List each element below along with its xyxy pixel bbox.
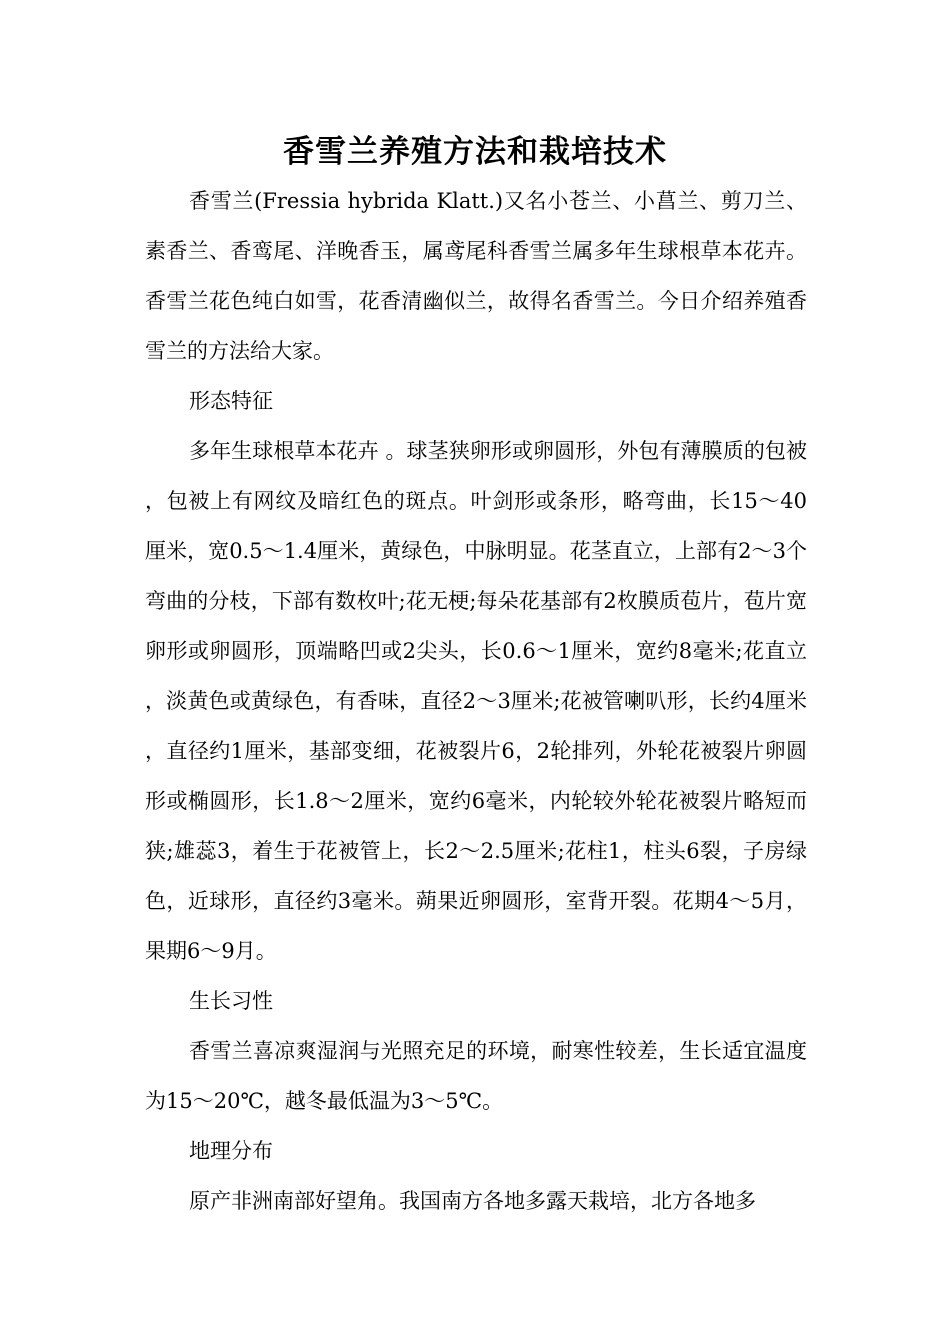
distribution-paragraph: 原产非洲南部好望角。我国南方各地多露天栽培，北方各地多 [189, 1189, 756, 1213]
section-heading-morphology: 形态特征 [189, 389, 273, 413]
section-heading-habit: 生长习性 [189, 989, 273, 1013]
intro-paragraph: 香雪兰(Fressia hybrida Klatt.)又名小苍兰、小菖兰、剪刀兰、素香兰、香鸾尾、洋晚香玉，属鸢尾科香雪兰属多年生球根草本花卉。香雪兰花色纯白如雪，花香清幽似兰，故得名香雪兰。今日介绍养殖香雪兰的方法给大家。 [145, 189, 807, 363]
document-title: 香雪兰养殖方法和栽培技术 [283, 134, 667, 170]
section-heading-distribution: 地理分布 [189, 1139, 273, 1163]
habit-paragraph: 香雪兰喜凉爽湿润与光照充足的环境，耐寒性较差，生长适宜温度为15～20℃，越冬最低温为3～5℃。 [145, 1039, 807, 1113]
document-body [145, 176, 807, 1226]
morphology-paragraph: 多年生球根草本花卉 。球茎狭卵形或卵圆形，外包有薄膜质的包被，包被上有网纹及暗红色的斑点。叶剑形或条形，略弯曲，长15～40厘米，宽0.5～1.4厘米，黄绿色，中脉明显。花茎直立，上部有2～3个弯曲的分枝，下部有数枚叶;花无梗;每朵花基部有2枚膜质苞片，苞片宽卵形或卵圆形，顶端略凹或2尖头，长0.6～1厘米，宽约8毫米;花直立，淡黄色或黄绿色，有香味，直径2～3厘米;花被管喇叭形，长约4厘米，直径约1厘米，基部变细，花被裂片6，2轮排列，外轮花被裂片卵圆形或椭圆形，长1.8～2厘米，宽约6毫米，内轮较外轮花被裂片略短而狭;雄蕊3，着生于花被管上，长2～2.5厘米;花柱1，柱头6裂，子房绿色，近球形，直径约3毫米。蒴果近卵圆形，室背开裂。花期4～5月，果期6～9月。 [145, 439, 807, 963]
